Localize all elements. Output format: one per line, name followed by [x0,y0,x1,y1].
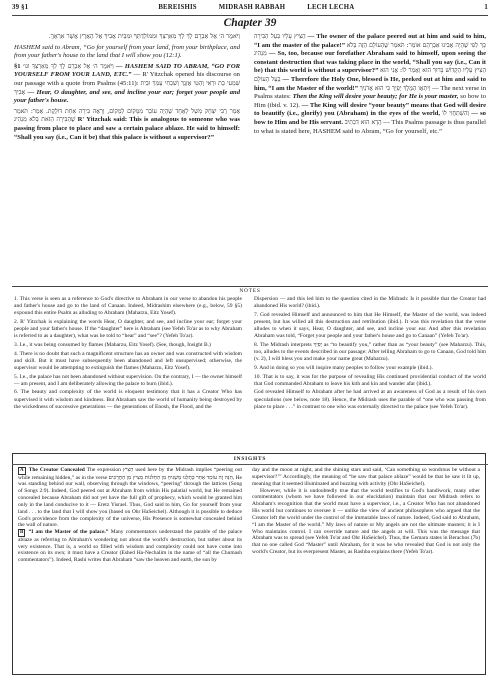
insight-tag: A [20,468,24,473]
insight-heading: The Creator Concealed [28,467,85,473]
paragraph-text: — so bow to Him and be His servant. [254,110,486,126]
parable-question: He said to himself: “Shall you say (i.e., Can it be) that this palace is without a supervisor?” [14,124,240,141]
header-rule [12,15,488,16]
insight-tag: B [20,530,24,536]
paragraph-text: — So, too, because our forefather Abraham said to himself, upon seeing the constant destruction that was taking place in the world, “Shall you say (i.e., Can it be) that this world is without a supervisor?” [254,50,486,75]
notes-rule [12,286,488,287]
main-text-right-column [254,33,486,138]
paragraph-text: so bow to Him (ibid. v. 12). [254,93,486,109]
notes-heading: NOTES [239,288,261,294]
right-paragraph-1 [254,33,486,136]
hebrew-text: הֵצִיץ עָלָיו הַקָּדוֹשׁ בָּרוּךְ הוּא וְאָמַר לוֹ: אֲנִי הוּא בַּעַל הָעוֹלָם [254,67,486,83]
note-item: 10. That is to say, it was for the purpose of revealing His continued providential conduct of the world that God commanded Abraham to leave his kith and kin and wander afar (ibid.). [254,373,486,387]
hebrew-psalm-quote: שִׁמְעִי בַת וּרְאִי וְהַטִּי אָזְנֵךְ וְשִׁכְחִי עַמֵּךְ וּבֵית אָבִיךְ [14,79,240,96]
section-mark: §1 [14,62,21,70]
note-item: 2. R' Yitzchak is explaining the words Hear, O daughter, and see, and incline your ear; forget your people and your father's house. If the “daughter” here is Abraham (see Yefeh To'ar as to why Abraham is referred to as a daughter), what was he told to “hear” and “see”? (Yefeh To'ar). [14,318,242,340]
insight-text: day and the moon at night, and the shining stars and said, ‘Can something so wondrous be without a supervisor?’” Accordingly, the meaning of “he saw that palace ablaze” would be that he saw it lit up, meaning that it seemed illuminated and buzzing with activity (Ohr HaSeichel). [252,467,480,487]
paragraph-text: — The King will desire “your beauty” means that God will desire to beautify (i.e., glorify) you (Abraham) in the eyes of the world, [254,101,487,118]
paragraph-text: — R' Yitzchak opened his discourse on our passage with a quote from Psalms (45:11): [14,71,240,87]
note-item: 8. The Midrash interprets יָפְיֵךְ as “to beautify you,” rather than as “your beauty” (see Maharzu). This, too, alludes to the events described in our passage: After telling Abraham to go to Canaan, God told him (v. 2), I will bless you and make your name great (Maharzu). [254,341,486,363]
insight-b [18,529,242,564]
insights-heading: INSIGHTS [233,456,267,462]
note-item: 5. I.e., the palace has not been abandoned without supervision. On the contrary, I — the owner himself — am present, and I am deliberately allowing the palace to burn (ibid.). [14,373,242,387]
hebrew-verse: וַיֹּאמֶר ה׳ אֶל אַבְרָם לֶךְ לְךָ מֵאַרְצְךָ וּמִמּוֹלַדְתְּךָ וּמִבֵּית אָבִיךָ אֶל הָאָרֶץ אֲשֶׁר אַרְאֶךָּ. [48,33,240,40]
paragraph-text: — Therefore the Holy One, blessed is He, peeked out at him and said to him, “I am the Master of the world!” [254,75,486,92]
insights-rule [12,464,488,465]
page-section-ref: 39 §1 [12,4,29,11]
book-name: BEREISHIS [158,4,197,11]
note-item: 7. God revealed Himself and announced to him that He Himself, the Master of the world, was indeed present, but has willed all this destruction and retribution (ibid.). It was this revelation that the verse alludes to when it says, Hear, O daughter, and see, and incline your ear. And after this revelation Abraham was told, “Forget your people and your father's house and go to Canaan” (Yefeh To'ar). [254,311,486,340]
insight-text: The expression הֵצִיץ used here by the Midrash implies “peering out while remaining hidden,” as in the verse הִנֵּה זֶה עוֹמֵד אַחַר כָּתְלֵנוּ מַשְׁגִּיחַ מִן הַחַלֹּנוֹת מֵצִיץ מִן הַחֲרַכִּים, He was standing behind our wall, observing through the windows, “peering” through the lattices (Song of Songs 2:9). Indeed, God peered out at Abraham from within His palatial world, but He remained concealed because Abraham did not yet have the full gift of prophecy, which would be granted him only in the land conducive to it — Eretz Yisrael. Thus, God said to him, Go for yourself from your land . . . to the land that I will show you (based on Ohr HaSeichel). Although it is possible to deduce God's providence from the complexity of the universe, His Presence is somewhat concealed behind the wall of nature. [18,467,242,529]
insights-right-column [252,467,480,556]
parable-text: R' Yitzchak said: This is analogous to someone who was passing from place to place and saw a certain palace ablaze. [14,116,240,132]
insights-left-column [18,467,242,564]
note-item: 3. I.e., it was being consumed by flames (Maharzu, Eitz Yosef). (See, though, Insight B.) [14,341,211,348]
hebrew-parable: אָמַר רַבִּי יִצְחָק מָשָׁל לְאֶחָד שֶׁהָיָה עוֹבֵר מִמָּקוֹם לְמָקוֹם, וְרָאָה בִּירָה אַחַת דּוֹלֶקֶת. אָמַר: תֹּאמַר שֶׁהַבִּירָה הַזֹּאת בְּלֹא מַנְהִיג [14,107,240,124]
running-title [158,4,354,11]
psalm-translation: — Hear, O daughter, and see, and incline your ear; forget your people and your father's house. [14,88,240,105]
hebrew-text: הֵצִיץ עָלָיו בַּעַל הַבִּירָה [254,33,306,40]
section-paragraph-2 [14,108,240,142]
hebrew-text: כָּךְ לְפִי שֶׁהָיָה אָבִינוּ אַבְרָהָם אוֹמֵר: תֹּאמַר שֶׁהָעוֹלָם הַזֶּה בְּלֹא מַנְהִיג [254,41,486,58]
insight-text: Many commentators understand the parable of the palace ablaze as referring to Abraham's wondering not about the world's destruction, but rather about its very existence. That is, a world so filled with wisdom and complexity could not have come into existence on its own; it must have a Creator (Eshed Ha-Nechalim in the name of “all the Chumash commentators”). Indeed, Rashi writes that Abraham “saw the heaven and earth, the sun by [18,529,243,564]
work-name: MIDRASH RABBAH [218,4,286,11]
note-item: 6. The beauty and complexity of the world is eloquent testimony that it has a Creator Who has supervised it with wisdom and kindness. But Abraham saw the world of humanity being destroyed by the wickedness of successive generations — the generations of Enosh, the Flood, and the [14,389,242,410]
main-text-left-column [14,33,240,144]
insight-text: However, while it is undoubtedly true that the world testifies to God's handiwork, many other commentators (whom we have followed in our elucidation) maintain that our Midrash refers to Abraham's recognition that the world must have a supervisor, i.e., a Creator Who has not abandoned His world but continues to oversee it — unlike the view of ancient philosophers who argued that the Creator left the world under the control of the immutable laws of nature. Indeed, God said to Abraham, “I am the Master of the world.” My laws of nature or My angels are not the ultimate masters; it is I Who maintains control. I can override nature and the angels at will. This was the message that Abraham was to spread (see Yefeh To'ar and Ohr HaSeichel). Thus, the Gemara states in Berachos (7b) that no one called God “Master” until Abraham, for it was he who revealed that God is not only the world's Creator, but its everpresent Master, as Rashba explains there (Yefeh To'ar). [252,487,480,556]
paragraph-text: — This Psalms passage is thus parallel to what is stated here, HASHEM said to Abram, “Go for yourself, etc.” [254,118,486,135]
hebrew-lemma: וַיֹּאמֶר ה׳ אֶל אַבְרָם לֶךְ לְךָ מֵאַרְצְךָ וגו׳ [22,62,114,70]
lemma-translation: — HASHEM SAID TO ABRAM, “GO FOR YOURSELF FROM YOUR LAND, ETC.” [14,62,240,79]
section-paragraph-1 [14,63,240,106]
note-item: 4. There is no doubt that such a magnificent structure has an owner and was constructed with wisdom and skill. But it must have subsequently been abandoned and left unsupervised; otherwise, the supervisor would be attempting to extinguish the flames (Maharzu, Eitz Yosef). [14,350,242,371]
chapter-title: Chapter 39 [223,17,277,29]
insight-a [18,467,242,529]
note-item: God revealed Himself to Abraham after he had arrived at an awareness of God as a result of his own speculations (see below, note 18). Hence, the Midrash uses the parable of “one who was passing from place to place . . .” in contrast to one who was externally directed to the palace (see Yefeh To'ar). [254,389,486,410]
paragraph-text: — The next verse in Psalms states: [254,84,486,101]
verse-quote: Then the King will desire your beauty; for He is your master, [292,93,459,101]
parashah-name: LECH LECHA [307,4,355,11]
insight-heading: “I am the Master of the palace.” [28,529,109,536]
note-item: 1. This verse is seen as a reference to God's directive to Abraham in our verse to abandon his people and father's house and go to the land of Canaan. Indeed, Midrashim elsewhere (e.g., below, 59 §5) expound this entire Psalm as alluding to Abraham (Maharzu, Eitz Yosef). [14,296,242,317]
paragraph-text: — The owner of the palace peered out at him and said to him, “I am the master of the palace!” [254,33,487,49]
hebrew-text: וְהִשְׁתַּחֲוִי לוֹ [442,110,470,118]
note-item: 9. And in doing so you will inspire many peoples to follow your example (ibid.). [254,364,433,371]
verse-translation: HASHEM said to Abram, “Go for yourself from your land, from your birthplace, and from your father's house to the land that I will show you (12:1). [14,43,240,60]
hebrew-text: הֲדָא הוּא דִּכְתִיב [344,118,382,126]
notes-left-column [14,296,242,412]
page-number: 1 [484,4,488,11]
hebrew-text: וְיִתְאָו הַמֶּלֶךְ יָפְיֵךְ כִּי הוּא אֲדֹנַיִךְ [359,84,431,92]
note-item: Dispersion — and this led him to the question cited in the Midrash: Is it possible that the Creator had abandoned His world? (ibid.). [254,296,486,310]
notes-right-column [254,296,486,412]
